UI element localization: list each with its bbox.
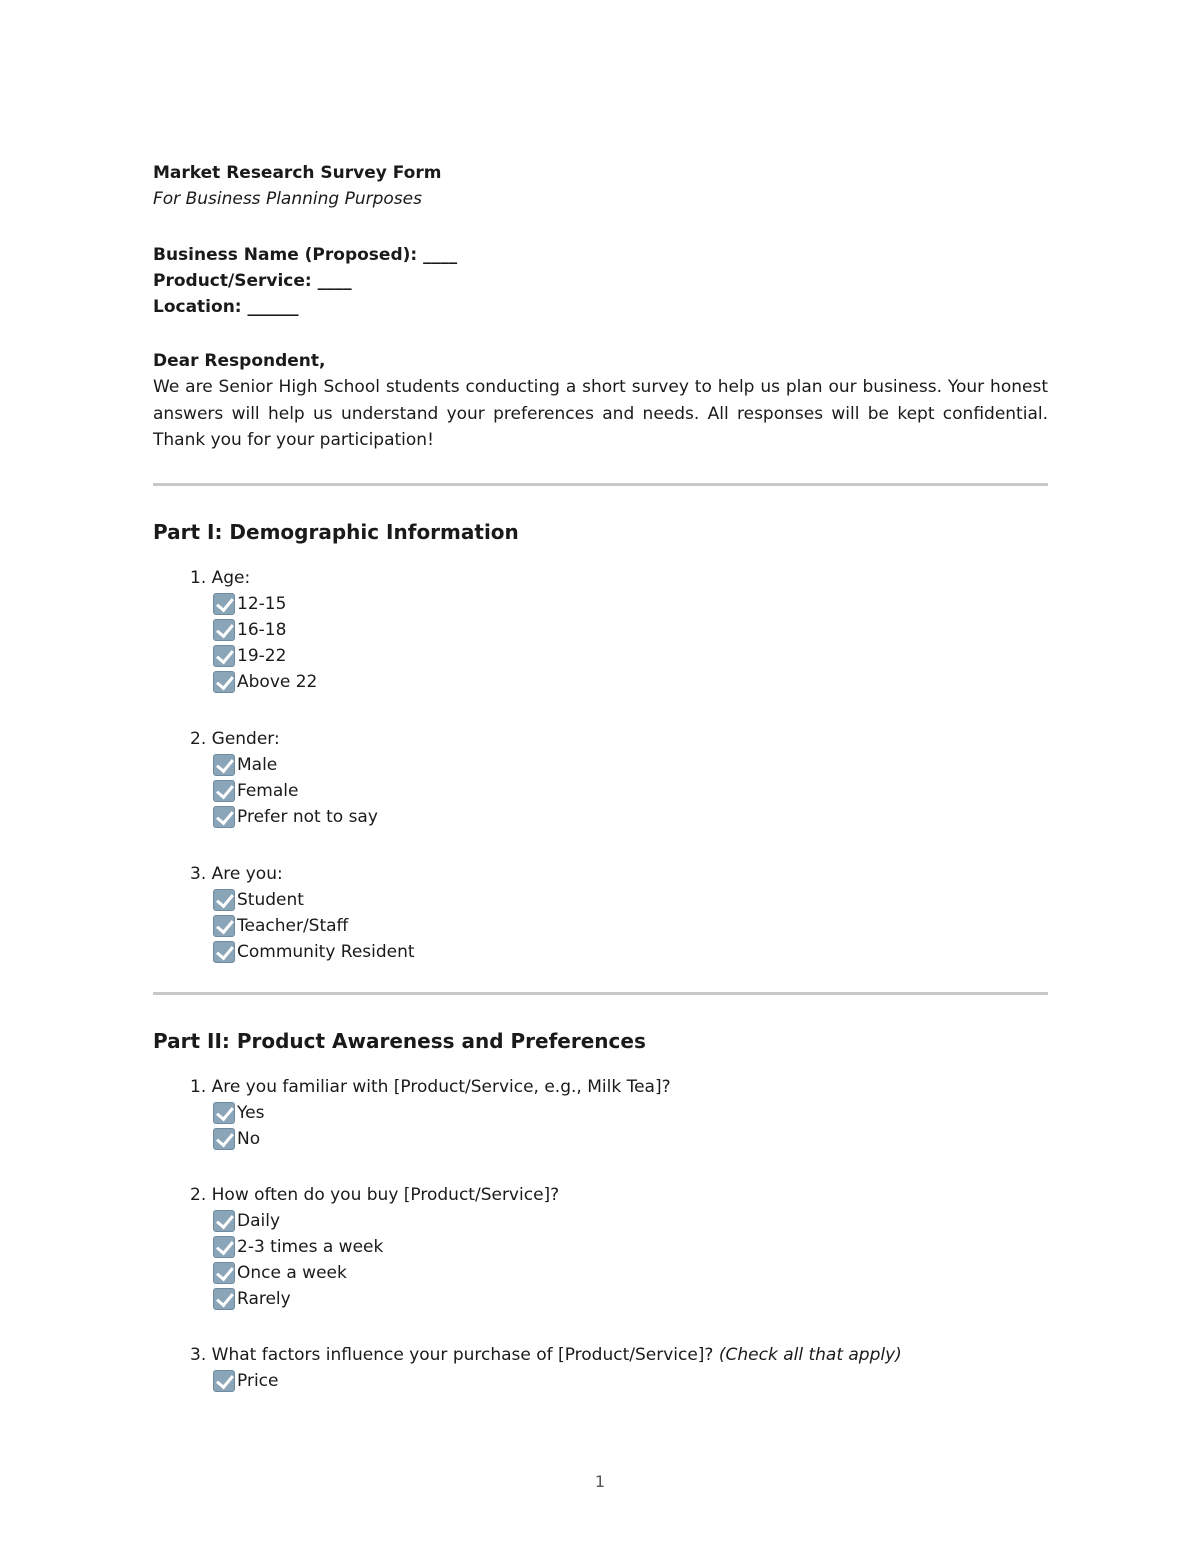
option-rarely[interactable]: Rarely	[153, 1286, 1048, 1312]
option-female[interactable]: Female	[153, 778, 1048, 804]
option-yes[interactable]: Yes	[153, 1100, 1048, 1126]
option-prefer-not-to-say[interactable]: Prefer not to say	[153, 804, 1048, 830]
part1-heading: Part I: Demographic Information	[153, 519, 519, 544]
option-16-18[interactable]: 16-18	[153, 617, 1048, 643]
checked-box-icon[interactable]	[213, 1288, 235, 1310]
checked-box-icon[interactable]	[213, 754, 235, 776]
checked-box-icon[interactable]	[213, 1370, 235, 1392]
field-blank[interactable]: ______	[247, 297, 299, 317]
question: 2. Gender:	[190, 728, 280, 749]
question: 2. How often do you buy [Product/Service]?	[190, 1184, 560, 1205]
checked-box-icon[interactable]	[213, 1210, 235, 1232]
question: 1. Are you familiar with [Product/Service, e.g., Milk Tea]?	[190, 1076, 671, 1097]
greeting: Dear Respondent,	[153, 351, 326, 371]
option-once-a-week[interactable]: Once a week	[153, 1260, 1048, 1286]
checked-box-icon[interactable]	[213, 1128, 235, 1150]
checked-box-icon[interactable]	[213, 671, 235, 693]
part2-heading: Part II: Product Awareness and Preferences	[153, 1028, 646, 1053]
field-blank[interactable]: ____	[423, 245, 458, 265]
option-above-22[interactable]: Above 22	[153, 669, 1048, 695]
question: 3. Are you:	[190, 863, 283, 884]
option-student[interactable]: Student	[153, 887, 1048, 913]
intro-paragraph: We are Senior High School students conducting a short survey to help us plan our business. Your honest answers will help us understand your preferences and needs. All responses will be kept confidential. Thank you for your participation!	[153, 377, 1048, 450]
checked-box-icon[interactable]	[213, 1236, 235, 1258]
question: 1. Age:	[190, 567, 251, 588]
document-title: Market Research Survey Form	[153, 163, 442, 183]
option-12-15[interactable]: 12-15	[153, 591, 1048, 617]
checked-box-icon[interactable]	[213, 1102, 235, 1124]
field-business-name	[153, 242, 1048, 268]
option-2-3-times-a-week[interactable]: 2-3 times a week	[153, 1234, 1048, 1260]
option-community-resident[interactable]: Community Resident	[153, 939, 1048, 965]
field-blank[interactable]: ____	[317, 271, 352, 291]
field-label: Product/Service:	[153, 271, 312, 291]
option-male[interactable]: Male	[153, 752, 1048, 778]
option-teacher-staff[interactable]: Teacher/Staff	[153, 913, 1048, 939]
option-19-22[interactable]: 19-22	[153, 643, 1048, 669]
option-price[interactable]: Price	[153, 1368, 1048, 1394]
field-product-service	[153, 268, 1048, 294]
question: 3. What factors influence your purchase of [Product/Service]? (Check all that apply)	[190, 1344, 902, 1365]
checked-box-icon[interactable]	[213, 889, 235, 911]
field-label: Location:	[153, 297, 242, 317]
checked-box-icon[interactable]	[213, 780, 235, 802]
checked-box-icon[interactable]	[213, 1262, 235, 1284]
checked-box-icon[interactable]	[213, 806, 235, 828]
checked-box-icon[interactable]	[213, 619, 235, 641]
checked-box-icon[interactable]	[213, 915, 235, 937]
checked-box-icon[interactable]	[213, 593, 235, 615]
field-label: Business Name (Proposed):	[153, 245, 418, 265]
question-hint: (Check all that apply)	[718, 1344, 902, 1365]
document-subtitle: For Business Planning Purposes	[153, 189, 422, 209]
page-number: 1	[594, 1472, 606, 1491]
checked-box-icon[interactable]	[213, 645, 235, 667]
option-daily[interactable]: Daily	[153, 1208, 1048, 1234]
checked-box-icon[interactable]	[213, 941, 235, 963]
option-no[interactable]: No	[153, 1126, 1048, 1152]
document-page	[153, 160, 1048, 1394]
field-location	[153, 294, 1048, 320]
